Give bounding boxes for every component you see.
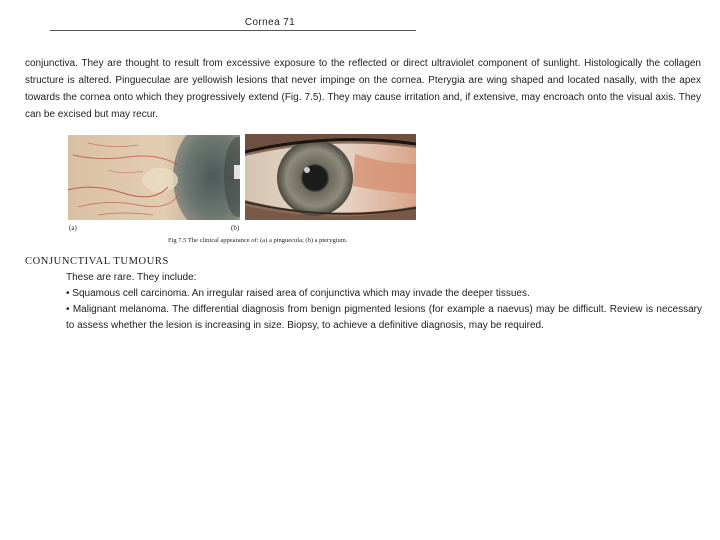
- figure-caption: Fig 7.5 The clinical appearance of: (a) a pinguecula; (b) a pterygium.: [168, 237, 348, 244]
- running-head: Cornea 71: [244, 17, 296, 28]
- section-heading: CONJUNCTIVAL TUMOURS: [25, 256, 169, 267]
- figure-label-a: (a): [69, 224, 77, 232]
- list-item-melanoma: • Malignant melanoma. The differential diagnosis from benign pigmented lesions (for example a naevus) may be difficult. Review is necessary to assess whether the lesion is increasing in size. Biopsy, to achieve a definitive diagnosis, may be required.: [66, 304, 702, 331]
- list-intro: These are rare. They include:: [66, 272, 197, 283]
- body-paragraph: conjunctiva. They are thought to result from excessive exposure to the reflected or direct ultraviolet component of sunlight. Histologically the collagen structure is altered. Pingueculae are yellowish lesions that never impinge on the cornea. Pterygia are wing shaped and located nasally, with the apex towards the cornea onto which they progressively extend (Fig. 7.5). They may cause irritation and, if extensive, may encroach onto the visual axis. They can be excised but may recur.: [25, 58, 701, 120]
- figure-b-photo: [245, 134, 416, 220]
- tumours-list: [66, 270, 702, 334]
- header-rule: [50, 30, 416, 31]
- figure-label-b: (b): [231, 224, 240, 232]
- figure-a-photo: [68, 135, 240, 220]
- list-item-squamous: • Squamous cell carcinoma. An irregular raised area of conjunctiva which may invade the deeper tissues.: [66, 288, 530, 299]
